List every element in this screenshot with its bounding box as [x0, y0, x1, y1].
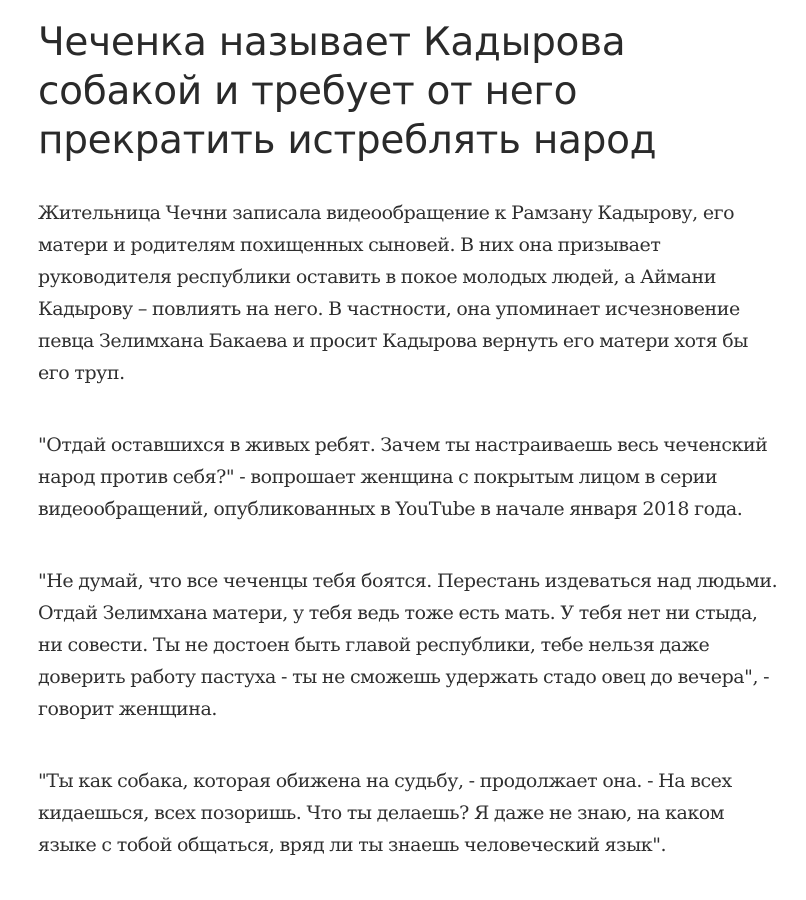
article-headline: Чеченка называет Кадырова собакой и требует от него прекратить истреблять народ — [38, 20, 657, 163]
article-quote-paragraph-1: "Отдай оставшихся в живых ребят. Зачем ты настраиваешь весь чеченский народ против себя?" - вопрошает женщина с покрытым лицом в серии видеообращений, опубликованных в YouTube в начале января 2018 года. — [38, 434, 768, 520]
news-article — [38, 18, 778, 861]
article-quote-paragraph-3: "Ты как собака, которая обижена на судьбу, - продолжает она. - На всех кидаешься, всех позоришь. Что ты делаешь? Я даже не знаю, на каком языке с тобой общаться, вряд ли ты знаешь человеческий язык". — [38, 770, 732, 856]
article-quote-paragraph-2: "Не думай, что все чеченцы тебя боятся. Перестань издеваться над людьми. Отдай Зелимхана матери, у тебя ведь тоже есть мать. У тебя нет ни стыда, ни совести. Ты не достоен быть главой республики, тебе нельзя даже доверить работу пастуха - ты не сможешь удержать стадо овец до вечера", - говорит женщина. — [38, 570, 778, 720]
article-lead-paragraph: Жительница Чечни записала видеообращение к Рамзану Кадырову, его матери и родителям похищенных сыновей. В них она призывает руководителя республики оставить в покое молодых людей, а Аймани Кадырову – повлиять на него. В частности, она упоминает исчезновение певца Зелимхана Бакаева и просит Кадырова вернуть его матери хотя бы его труп. — [38, 202, 748, 384]
